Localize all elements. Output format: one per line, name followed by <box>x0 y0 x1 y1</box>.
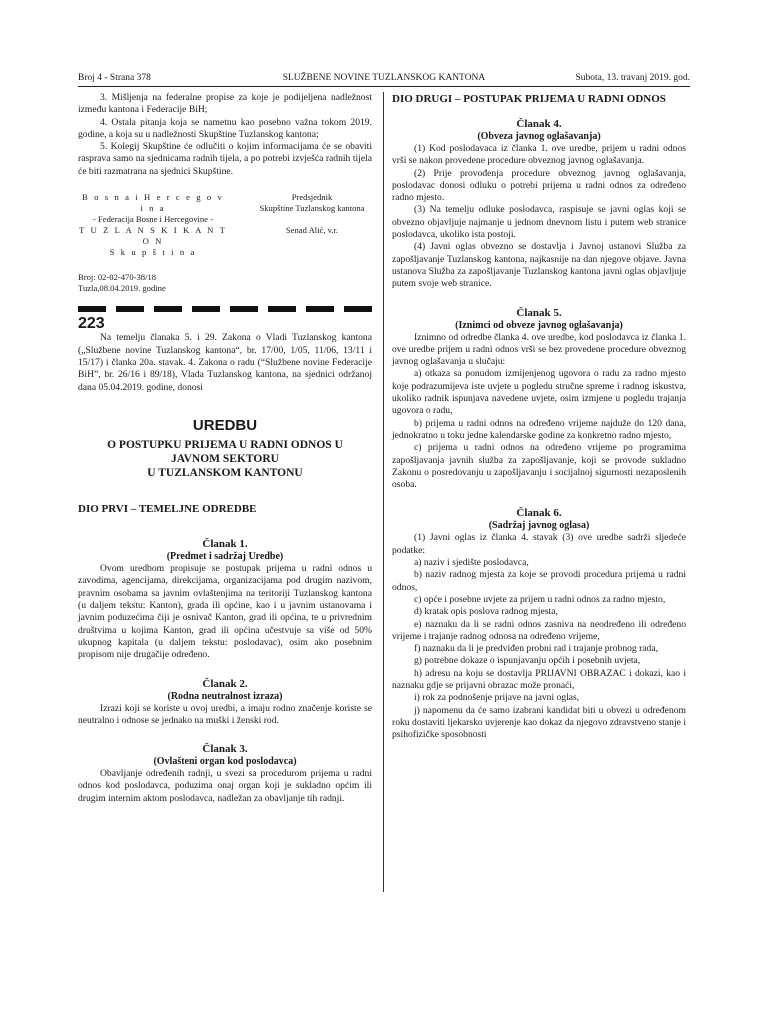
list-item: i) rok za podnošenje prijave na javni oglas, <box>414 692 580 704</box>
article-text: a) otkaza sa ponudom izmijenjenog ugovora o radu za radno mjesto koje podrazumijeva iste uvjete u pogledu stručne spreme i radnog iskustva, ukoliko radnik ispunjava navedene uvjete, osim izmjene u pogledu trajanja ugovora o radu, <box>392 368 686 417</box>
act-subtitle: O POSTUPKU PRIJEMA U RADNI ODNOS U JAVNOM SEKTORU U TUZLANSKOM KANTONU <box>107 439 343 480</box>
article-text: (1) Javni oglas iz članka 4. stavak (3) ove uredbe sadrži sljedeće podatke: <box>392 532 686 556</box>
article-text: (4) Javni oglas obvezno se dostavlja i Javnoj ustanovi Služba za zapošljavanje Tuzlanskog kantona, najkasnije na dan njegove objave. Javna ustanova Služba za zapošljavanje Tuzlanskog kantona javni oglas objavljuje putem svoje web stranice. <box>392 241 686 290</box>
section-separator <box>78 306 372 312</box>
article-text: b) prijema u radni odnos na određeno vrijeme najduže do 120 dana, jednokratno u toku jedne kalendarske godine za konkretno radno mjesto, <box>392 417 686 441</box>
article-subtitle: (Rodna neutralnost izraza) <box>167 690 283 702</box>
page-header <box>78 72 690 87</box>
list-item: j) napomenu da će samo izabrani kandidat biti u obvezi u određenom roku dostaviti ljekarsko uvjerenje kao dokaz da njegovo zdravstveno stanje i psihofizičke sposobnosti <box>392 704 686 741</box>
page-number: Broj 4 - Strana 378 <box>78 73 151 83</box>
part-heading: DIO PRVI – TEMELJNE ODREDBE <box>78 503 257 516</box>
list-item: f) naznaku da li je predviđen probni rad i trajanje probnog rada, <box>414 643 659 655</box>
article-title: Članak 5. <box>516 306 562 319</box>
list-item: b) naziv radnog mjesta za koje se provodi procedura prijema u radni odnos, <box>392 569 686 593</box>
signatory: Predsjednik Skupštine Tuzlanskog kantona Senad Alić, v.r. <box>259 192 365 236</box>
list-item: g) potrebne dokaze o ispunjavanju općih i posebnih uvjeta, <box>414 655 641 667</box>
article-title: Članak 1. <box>202 538 248 551</box>
list-item: e) naznaku da li se radni odnos zasniva na neodređeno ili određeno vrijeme i trajanje radnog odnosa na određeno vrijeme, <box>392 618 686 642</box>
preamble: Na temelju članaka 5. i 29. Zakona o Vladi Tuzlanskog kantona („Službene novine Tuzlanskog kantona“, br. 17/00, 1/05, 11/06, 13/11 i 15/17) i članka 20a. stavak. 4. Zakona o radu (“Službene novine Federacije BiH”, br. 26/16 i 89/18), Vlada Tuzlanskog kantona, na sjednici održanoj dana 05.04.2019. godine, donosi <box>78 332 372 393</box>
list-item: d) kratak opis poslova radnog mjesta, <box>414 606 558 618</box>
article-subtitle: (Ovlašteni organ kod poslodavca) <box>153 756 297 768</box>
article-text: Ovom uredbom propisuje se postupak prijema u radni odnos u zavodima, agencijama, direkcijama, organizacijama pod drugim nazivom, pravnim osobama sa javnim ovlaštenjima na teritoriji Tuzlanskog kantona (u daljem tekstu: Kanton), grada ili općine, kao i u javnim ustanovama i javnim poduzećima čiji je osnivač Kanton, grad ili općina, te u privrednim društvima u kojima Kanton, grad ili općina učestvuje sa više od 50% ukupnog kapitala (u daljem tekstu: poslodavac), osim ako posebnim propisom nije drugačije određeno. <box>78 563 372 661</box>
article-title: Članak 3. <box>202 743 248 756</box>
article-text: (3) Na temelju odluke poslodavca, raspisuje se javni oglas koji se obvezno objavljuje najmanje u jednom dnevnom listu i putem web stranice poslodavca, ukoliko ista postoji. <box>392 204 686 241</box>
issue-date: Subota, 13. travanj 2019. god. <box>575 73 690 83</box>
article-text: Iznimno od odredbe članka 4. ove uredbe, kod poslodavca iz članka 1. ove uredbe prijem u radni odnos vrši se bez provedene procedure obveznog javnog oglašavanja u slučaju: <box>392 331 686 368</box>
article-title: Članak 2. <box>202 677 248 690</box>
article-subtitle: (Predmet i sadržaj Uredbe) <box>166 551 284 563</box>
intro-item: 3. Mišljenja na federalne propise za koje je podijeljena nadležnost između kantona i Federacije BiH; <box>78 92 372 116</box>
article-text: c) prijema u radni odnos na određeno vrijeme po programima zapošljavanja javnih služba za zapošljavanje, koji se provode sukladno Zakonu o posredovanju u zapošljavanju i socijalnoj sigurnosti nezaposlenih osoba. <box>392 442 686 491</box>
article-title: Članak 4. <box>516 118 562 130</box>
reference: Broj: 02-02-470-38/18 Tuzla,08.04.2019. godine <box>78 272 166 294</box>
intro-item: 4. Ostala pitanja koja se nametnu kao posebno važna tokom 2019. godine, a koja su u nadležnosti Skupštine Tuzlanskog kantona; <box>78 116 372 140</box>
list-item: c) opće i posebne uvjete za prijem u radni odnos za radno mjesto, <box>414 593 666 605</box>
article-subtitle: (Sadržaj javnog oglasa) <box>488 520 590 532</box>
left-column <box>78 92 372 805</box>
article-text: (2) Prije provođenja procedure obveznog javnog oglašavanja, poslodavac donosi odluku o potrebi prijema u radni odnos za određeno radno mjesto. <box>392 167 686 204</box>
issuer: B o s n a i H e r c e g o v i n a - Federacija Bosne i Hercegovine - T U Z L A N S K I K A N T O N S k u p š t i n a <box>79 192 227 258</box>
article-text: Obavljanje određenih radnji, u svezi sa procedurom prijema u radni odnos kod poslodavca, poduzima onaj organ koji je sukladno općim ili drugim internim aktom poslodavca, nadležan za obavljanje tih radnji. <box>78 768 372 804</box>
part-heading: DIO DRUGI – POSTUPAK PRIJEMA U RADNI ODNOS <box>392 93 666 105</box>
right-column <box>392 92 686 741</box>
article-subtitle: (Iznimci od obveze javnog oglašavanja) <box>455 319 623 331</box>
gazette-title: SLUŽBENE NOVINE TUZLANSKOG KANTONA <box>282 73 486 83</box>
list-item: a) naziv i sjedište poslodavca, <box>414 557 529 569</box>
signature-block <box>78 192 372 258</box>
list-item: h) adresu na koju se dostavlja PRIJAVNI OBRAZAC i dokazi, kao i naznaku gdje se prijavni obrazac može pronaći, <box>392 667 686 691</box>
act-title: UREDBU <box>192 416 258 434</box>
intro-item: 5. Kolegij Skupštine će odlučiti o kojim informacijama će se obaviti rasprava samo na sjednicama radnih tijela, a po potrebi izvješća radnih tijela će biti razmatrana na sjednici Skupštine. <box>78 141 372 177</box>
article-title: Članak 6. <box>516 507 562 520</box>
act-number: 223 <box>78 315 105 333</box>
article-text: (1) Kod poslodavaca iz članka 1. ove uredbe, prijem u radni odnos vrši se nakon provedene procedure obveznog javnog oglašavanja. <box>392 143 686 167</box>
column-divider <box>383 92 384 892</box>
article-text: Izrazi koji se koriste u ovoj uredbi, a imaju rodno značenje koriste se neutralno i odnose se jednako na muški i ženski rod. <box>78 702 372 726</box>
article-subtitle: (Obveza javnog oglašavanja) <box>477 131 601 142</box>
